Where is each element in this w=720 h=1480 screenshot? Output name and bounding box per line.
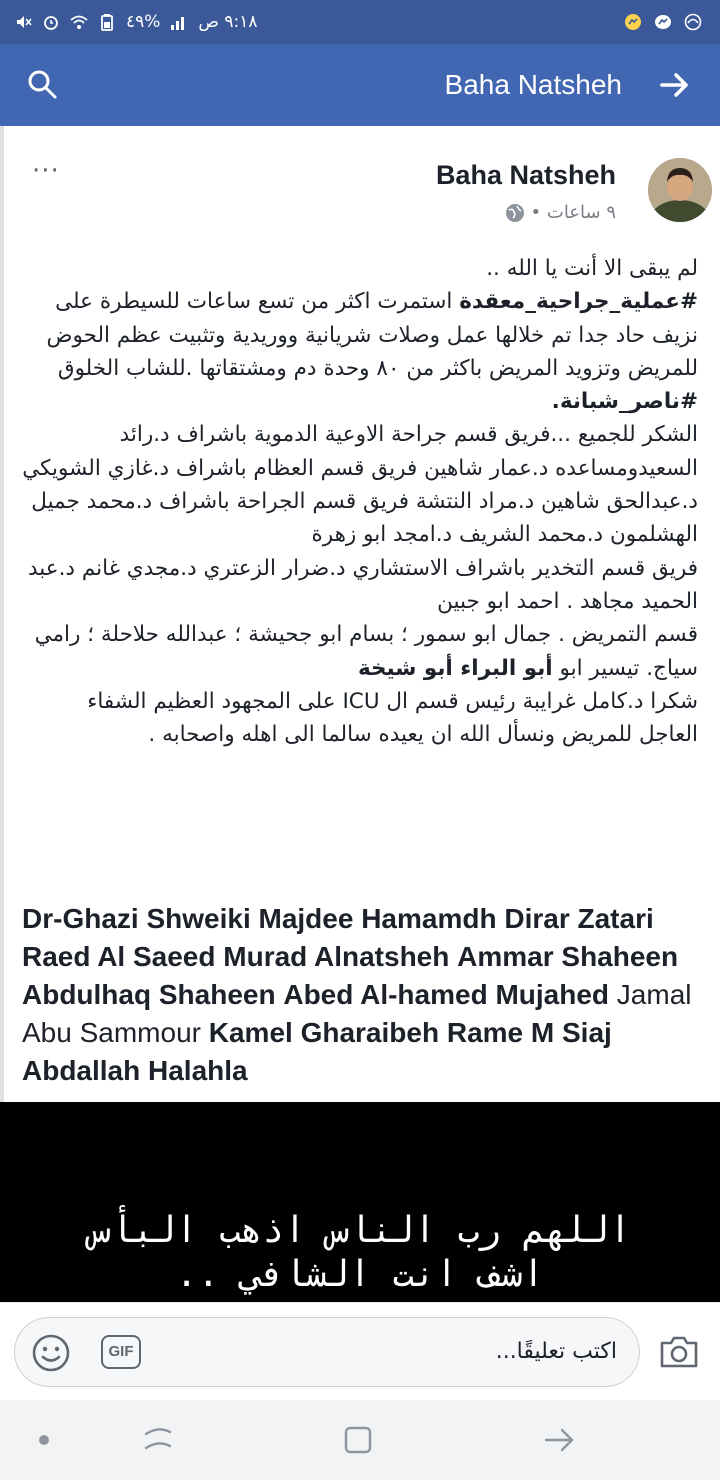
sticker-icon[interactable] (31, 1333, 71, 1373)
app-bar (0, 44, 720, 126)
hashtag-link[interactable]: #ناصر_شبانة. (551, 389, 698, 415)
post-author[interactable]: Baha Natsheh (435, 160, 616, 190)
mention-link[interactable]: أبو البراء أبو شيخة (357, 655, 553, 681)
globe-icon (505, 203, 525, 223)
tag-link[interactable]: Abdallah Halahla (22, 1055, 248, 1086)
camera-icon[interactable] (658, 1331, 700, 1373)
tag-link[interactable]: Raed Al Saeed (22, 941, 216, 972)
avatar-photo (648, 158, 712, 222)
post-line: شكرا د.كامل غرايبة رئيس قسم ال ICU على المجهود العظيم الشفاء العاجل للمريض ونسأل الله ان يعيده سالما الى اهله واصحابه . (87, 688, 698, 748)
alarm-icon (42, 13, 60, 31)
status-battery: %٤٩ (126, 12, 161, 32)
gif-button[interactable]: GIF (101, 1335, 141, 1369)
system-nav-bar (0, 1400, 720, 1480)
search-icon[interactable] (26, 68, 58, 100)
home-icon[interactable] (340, 1422, 376, 1458)
facebook-icon (684, 13, 702, 31)
tag-text: Jamal Abu Sammour (22, 979, 692, 1048)
arrow-right-icon[interactable] (660, 71, 690, 99)
comment-bar (0, 1302, 720, 1401)
post-time[interactable]: ٩ ساعات • (530, 202, 616, 223)
avatar[interactable] (648, 158, 712, 222)
app-bar-title: Baha Natsheh (444, 69, 622, 100)
tag-link[interactable]: Dirar Zatari (504, 903, 654, 934)
comment-placeholder: اكتب تعليقًا... (495, 1339, 617, 1364)
post-paragraph (22, 285, 698, 418)
back-icon[interactable] (542, 1422, 578, 1458)
post-line: فريق قسم التخدير باشراف الاستشاري د.ضرار الزعتري د.مجدي غانم د.عبد الحميد مجاهد . احمد ابو جبين (28, 555, 698, 614)
status-right (624, 0, 702, 44)
post-line: لم يبقى الا أنت يا الله .. (486, 256, 698, 281)
status-left (14, 0, 258, 44)
chat-heads-icon (654, 13, 672, 31)
recent-apps-icon[interactable] (140, 1422, 176, 1458)
video-caption-line: اللهم رب الناس اذهب البأس (89, 1210, 631, 1251)
dot-icon[interactable] (26, 1422, 62, 1458)
tag-link[interactable]: Abdulhaq Shaheen (22, 979, 276, 1010)
video-caption-line: اشف انت الشافي .. (175, 1254, 545, 1295)
post-text (22, 252, 698, 751)
tag-link[interactable]: Kamel Gharaibeh (208, 1017, 440, 1048)
status-time: ٩:١٨ ص (198, 12, 258, 32)
tag-link[interactable]: Ammar Shaheen (457, 941, 679, 972)
post-line: قسم التمريض . جمال ابو سمور ؛ بسام ابو جحيشة ؛ عبدالله حلاحلة ؛ رامي سياج. تيسير ابو (34, 622, 698, 681)
post-line: الشكر للجميع ...فريق قسم جراحة الاوعية الدموية باشراف د.رائد السعيدومساعده د.عمار شاهين فريق قسم العظام باشراف د.غازي الشويكي د.عبدالحق شاهين د.مراد النتشة فريق قسم الجراحة باشراف د.محمد جميل الهشلمون د.محمد الشريف د.امجد ابو زهرة (22, 422, 698, 548)
post-paragraph (22, 618, 698, 685)
messenger-icon (624, 13, 642, 31)
battery-icon (98, 13, 116, 31)
post-line: استمرت اكثر من تسع ساعات للسيطرة على نزيف حاد جدا تم خلالها عمل وصلات شريانية ووريدية وتثبيت عظم الحوض للمريض وتزويد المريض باكثر من ٨٠ وحدة دم ومشتقاتها .للشاب الخلوق (46, 289, 698, 381)
tag-link[interactable]: Majdee Hamamdh (258, 903, 497, 934)
post-more-button[interactable]: ··· (32, 156, 60, 186)
tagged-people (22, 900, 712, 1090)
post-meta (505, 202, 616, 223)
tag-link[interactable]: Abed Al-hamed Mujahed (283, 979, 610, 1010)
signal-icon (170, 13, 188, 31)
tag-link[interactable]: Rame M Siaj (446, 1017, 612, 1048)
status-bar (0, 0, 720, 44)
tag-link[interactable]: Dr-Ghazi Shweiki (22, 903, 251, 934)
comment-input[interactable] (14, 1317, 640, 1387)
post-card (4, 126, 720, 1102)
post-video[interactable] (0, 1102, 720, 1302)
tag-link[interactable]: Murad Alnatsheh (223, 941, 450, 972)
hashtag-link[interactable]: #عملية_جراحية_معقدة (459, 289, 698, 315)
mute-icon (14, 13, 32, 31)
wifi-icon (70, 13, 88, 31)
